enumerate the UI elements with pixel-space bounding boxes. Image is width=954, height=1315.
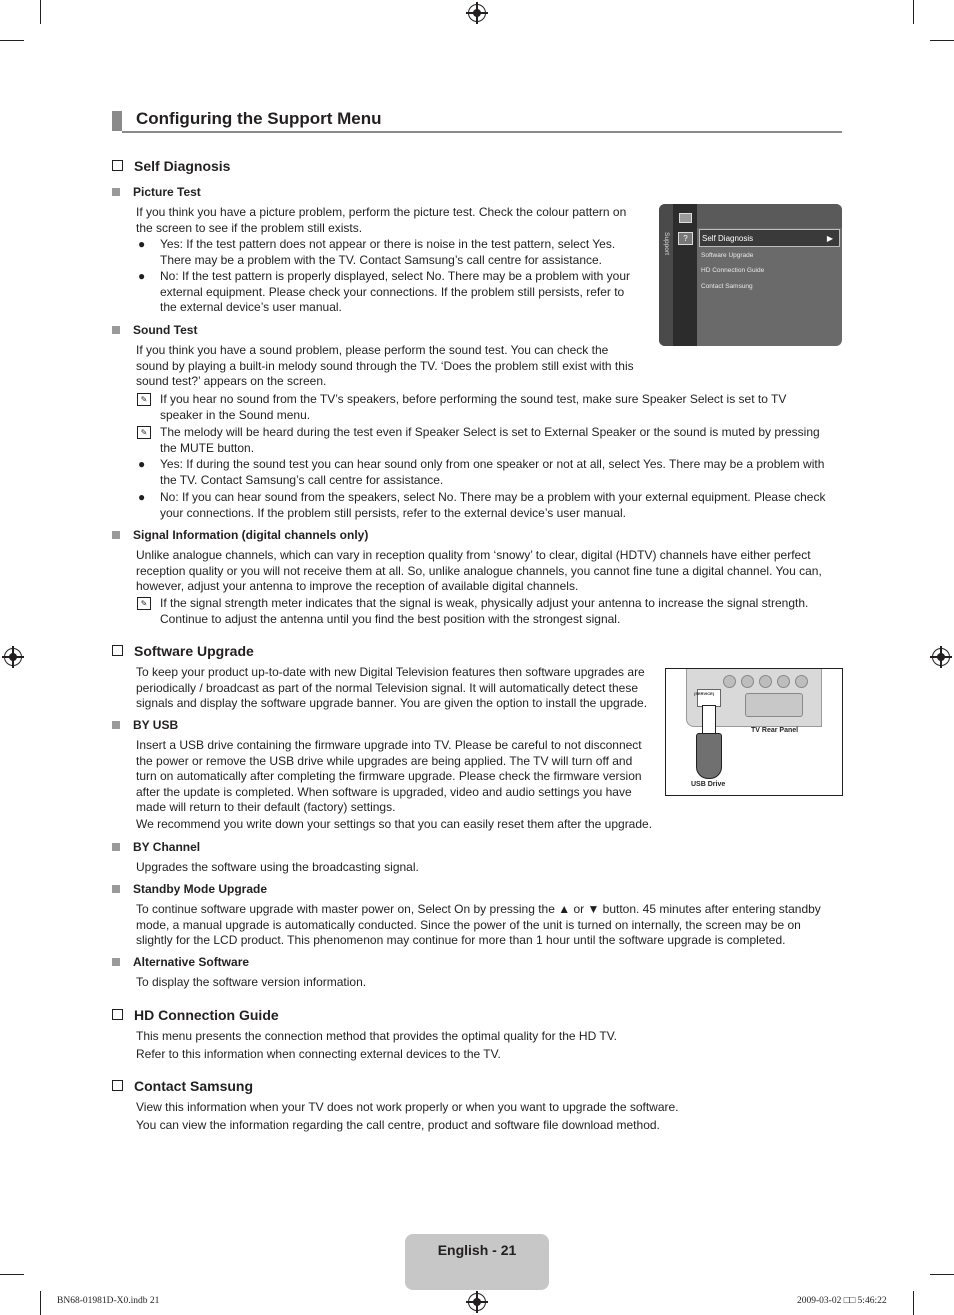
- by-channel-text: Upgrades the software using the broadcasting signal.: [136, 860, 419, 874]
- usb-port-label: (SERVICE): [694, 691, 715, 696]
- square-bullet-icon: [112, 885, 120, 893]
- note-icon: ✎: [137, 597, 151, 610]
- section-heading: HD Connection Guide: [112, 1007, 279, 1023]
- bullet-icon: ●: [138, 490, 146, 504]
- checkbox-icon: [112, 1080, 123, 1091]
- av-port-icon: [723, 675, 736, 688]
- subsection-heading: Sound Test: [112, 323, 197, 337]
- square-bullet-icon: [112, 721, 120, 729]
- sound-test-yes: ● Yes: If during the sound test you can hear sound only from one speaker or not at all, select Yes. There may be a problem with the TV. Contact Samsung’s call centre for assistance.: [138, 457, 825, 487]
- usb-diagram: [665, 668, 843, 796]
- subsection-heading: Alternative Software: [112, 955, 249, 969]
- square-bullet-icon: [112, 958, 120, 966]
- section-heading: Contact Samsung: [112, 1078, 253, 1094]
- crop-mark: [40, 1291, 41, 1315]
- registration-mark-icon: [468, 4, 486, 22]
- square-bullet-icon: [112, 531, 120, 539]
- sound-test-intro: If you think you have a sound problem, please perform the sound test. You can check the sound by playing a built-in melody sound through the TV. ‘Does the problem still exist with this sound test?’ appears on the screen.: [136, 343, 634, 388]
- title-accent-bar: [112, 111, 122, 131]
- sound-test-note: ✎ If you hear no sound from the TV’s speakers, before performing the sound test, make sure Speaker Select is set to TV speaker in the Sound menu.: [160, 392, 786, 423]
- picture-test-intro: If you think you have a picture problem, perform the picture test. Check the colour pattern on the screen to see if the problem still exists.: [136, 205, 627, 235]
- square-bullet-icon: [112, 188, 120, 196]
- signal-info-note: ✎ If the signal strength meter indicates that the signal is weak, physically adjust your antenna to increase the signal strength. Continue to adjust the antenna until you find the best position with the strongest signal.: [160, 596, 808, 627]
- by-usb-text: Insert a USB drive containing the firmware upgrade into TV. Please be careful to not disconnect the power or remove the USB drive while upgrades are being applied. The TV will turn off and turn on automatically after completing the firmware upgrade. Please check the firmware version after the update is completed. When software is upgraded, video and audio settings you have made will return to their default (factory) settings.: [136, 738, 642, 814]
- signal-info-intro: Unlike analogue channels, which can vary in reception quality from ‘snowy’ to clear, digital (HDTV) channels have either perfect reception quality or you will not receive them at all. So, unlike analogue channels, you cannot fine tune a digital channel. You can, however, adjust your antenna to improve the reception of available digital channels.: [136, 548, 822, 593]
- registration-mark-icon: [932, 648, 950, 666]
- by-usb-recommend: We recommend you write down your settings so that you can easily reset them after the upgrade.: [136, 817, 653, 831]
- file-slug: BN68-01981D-X0.indb 21: [57, 1296, 160, 1306]
- picture-test-yes: ● Yes: If the test pattern does not appear or there is noise in the test pattern, select Yes. There may be a problem with the TV. Contact Samsung’s call centre for assistance.: [138, 237, 616, 267]
- arrow-right-icon: ▶: [826, 234, 833, 243]
- menu-item-self-diagnosis[interactable]: Self Diagnosis ▶: [699, 229, 840, 247]
- crop-mark: [0, 1274, 24, 1275]
- usb-drive-icon: [696, 733, 722, 779]
- menu-item-software-upgrade[interactable]: Software Upgrade: [701, 252, 754, 259]
- hd-guide-line1: This menu presents the connection method that provides the optimal quality for the HD TV.: [136, 1029, 617, 1043]
- checkbox-icon: [112, 1009, 123, 1020]
- crop-mark: [0, 40, 24, 41]
- registration-mark-icon: [4, 648, 22, 666]
- crop-mark: [913, 0, 914, 24]
- note-icon: ✎: [137, 426, 151, 439]
- checkbox-icon: [112, 160, 123, 171]
- registration-mark-icon: [468, 1293, 486, 1311]
- scart-port-icon: [745, 693, 803, 717]
- subsection-heading: BY USB: [112, 718, 178, 732]
- contact-line1: View this information when your TV does not work properly or when you want to upgrade the software.: [136, 1100, 679, 1114]
- av-port-icon: [741, 675, 754, 688]
- software-upgrade-intro: To keep your product up-to-date with new Digital Television features then software upgrades are periodically / broadcast as part of the normal Television signal. It will automatically detect these signals and display the software upgrade banner. You are given the option to install the upgrade.: [136, 665, 648, 710]
- crop-mark: [930, 40, 954, 41]
- crop-mark: [930, 1274, 954, 1275]
- subsection-heading: Signal Information (digital channels only): [112, 528, 368, 542]
- alternative-text: To display the software version information.: [136, 975, 367, 989]
- section-heading: Software Upgrade: [112, 643, 254, 659]
- av-port-icon: [759, 675, 772, 688]
- rear-panel-label: TV Rear Panel: [751, 727, 799, 734]
- bullet-icon: ●: [138, 457, 146, 471]
- standby-text: To continue software upgrade with master power on, Select On by pressing the ▲ or ▼ button. 45 minutes after entering standby mode, a manual upgrade is automatically conducted. Since the power of the unit is turned on internally, the screen may be on slightly for the LCD product. This phenomenon may continue for more than 1 hour until the software upgrade is completed.: [136, 902, 821, 947]
- section-heading: Self Diagnosis: [112, 158, 230, 174]
- menu-icon-column: [673, 204, 697, 346]
- note-icon: ✎: [137, 393, 151, 406]
- bullet-icon: ●: [138, 269, 146, 283]
- menu-item-contact-samsung[interactable]: Contact Samsung: [701, 283, 753, 290]
- title-rule: [122, 131, 842, 133]
- contact-line2: You can view the information regarding the call centre, product and software file download method.: [136, 1118, 660, 1132]
- menu-side-label: Support: [662, 232, 670, 255]
- square-bullet-icon: [112, 326, 120, 334]
- picture-test-no: ● No: If the test pattern is properly displayed, select No. There may be a problem with your external equipment. Please check your connections. If the problem still persists, refer to the external device’s user manual.: [138, 269, 631, 314]
- usb-drive-label: USB Drive: [691, 781, 726, 788]
- date-slug: 2009-03-02 □□ 5:46:22: [797, 1296, 887, 1306]
- subsection-heading: BY Channel: [112, 840, 200, 854]
- checkbox-icon: [112, 645, 123, 656]
- av-port-icon: [777, 675, 790, 688]
- crop-mark: [40, 0, 41, 24]
- crop-mark: [913, 1291, 914, 1315]
- subsection-heading: Picture Test: [112, 185, 201, 199]
- picture-menu-icon: [679, 213, 692, 223]
- square-bullet-icon: [112, 843, 120, 851]
- subsection-heading: Standby Mode Upgrade: [112, 882, 267, 896]
- menu-top-bar: [697, 204, 842, 228]
- menu-item-hd-connection-guide[interactable]: HD Connection Guide: [701, 267, 765, 274]
- menu-side-strip: [659, 204, 673, 346]
- sound-test-note: ✎ The melody will be heard during the test even if Speaker Select is set to External Speaker or the sound is muted by pressing the MUTE button.: [160, 425, 820, 456]
- hd-guide-line2: Refer to this information when connecting external devices to the TV.: [136, 1047, 501, 1061]
- page-number: English - 21: [437, 1242, 517, 1258]
- sound-test-no: ● No: If you can hear sound from the speakers, select No. There may be a problem with your external equipment. Please check your connections. If the problem still persists, refer to the external device’s user manual.: [138, 490, 826, 520]
- av-port-icon: [795, 675, 808, 688]
- support-menu-icon: ?: [678, 232, 693, 245]
- support-menu-screenshot: [659, 204, 842, 346]
- bullet-icon: ●: [138, 237, 146, 251]
- page-title: Configuring the Support Menu: [136, 109, 382, 128]
